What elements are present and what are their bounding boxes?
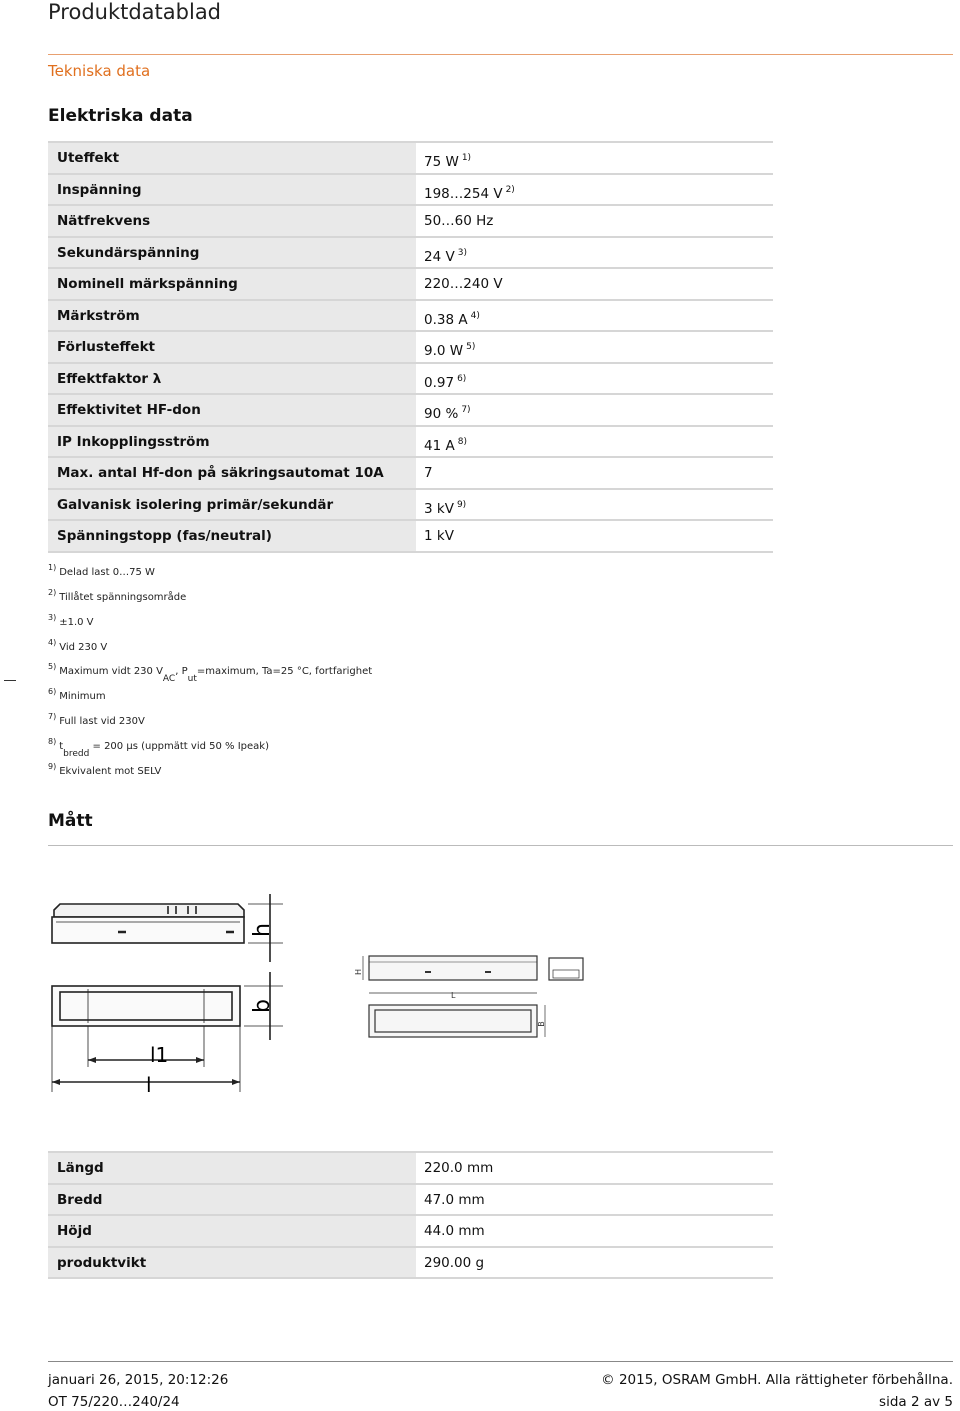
- row-value: [424, 490, 466, 520]
- label-B: B: [537, 1021, 546, 1027]
- table-row: [48, 490, 773, 522]
- table-row: [48, 1153, 773, 1185]
- row-value: [424, 395, 471, 425]
- electrical-table: [48, 141, 773, 553]
- row-value-text: 198…254 V: [424, 185, 503, 202]
- footer-divider: [48, 1361, 953, 1362]
- row-label: Sekundärspänning: [48, 238, 416, 268]
- row-value-text: 9.0 W: [424, 343, 464, 359]
- row-label: Effektivitet HF-don: [48, 395, 416, 425]
- row-footnote-ref: 8): [457, 436, 467, 447]
- label-b: b: [250, 999, 275, 1013]
- row-value-text: 290.00 g: [424, 1254, 485, 1271]
- row-label: Max. antal Hf-don på säkringsautomat 10A: [48, 458, 416, 488]
- row-footnote-ref: 2): [505, 184, 515, 195]
- section-title: Tekniska data: [48, 62, 151, 80]
- row-value: [424, 1248, 484, 1278]
- footnote-4: $^{4)}$ Vid 230 V: [48, 638, 108, 653]
- row-label: Spänningstopp (fas/neutral): [48, 521, 416, 551]
- label-L: L: [451, 991, 456, 1000]
- footnote-6: $^{6)}$ Minimum: [48, 687, 106, 702]
- row-value-text: 50…60 Hz: [424, 213, 494, 229]
- row-value-text: 90 %: [424, 406, 459, 422]
- row-label: Inspänning: [48, 175, 416, 205]
- table-row: [48, 238, 773, 270]
- row-value: [424, 427, 467, 457]
- label-l1: l1: [150, 1043, 169, 1067]
- row-label: Nominell märkspänning: [48, 269, 416, 299]
- row-value: [424, 364, 466, 394]
- row-value: [424, 269, 503, 299]
- dimensions-divider: [48, 845, 953, 846]
- row-value: [424, 238, 467, 268]
- label-l: l: [146, 1073, 152, 1097]
- table-row: [48, 1248, 773, 1280]
- table-row: [48, 395, 773, 427]
- row-value: [424, 521, 454, 551]
- row-footnote-ref: 3): [457, 247, 467, 258]
- electrical-heading: Elektriska data: [48, 106, 193, 126]
- row-value: [424, 458, 433, 488]
- footer-page: sida 2 av 5: [879, 1394, 953, 1410]
- footnote-9: $^{9)}$ Ekvivalent mot SELV: [48, 762, 162, 777]
- label-h: h: [250, 923, 275, 937]
- footnote-7: $^{7)}$ Full last vid 230V: [48, 712, 145, 727]
- row-label: Höjd: [48, 1216, 416, 1246]
- row-value-cell: [416, 427, 773, 457]
- row-value: [424, 1216, 485, 1246]
- document-title: Produktdatablad: [48, 0, 222, 24]
- table-row: [48, 175, 773, 207]
- row-label: Längd: [48, 1153, 416, 1183]
- row-value-cell: [416, 458, 773, 488]
- row-value-text: 44.0 mm: [424, 1223, 485, 1239]
- footnote-5: $^{5)}$ Maximum vidt 230 $V_{AC}$, $P_{ut}=maximum$, Ta=25 °C, fortfarighet: [48, 662, 373, 684]
- row-value: [424, 1153, 493, 1183]
- row-label: Galvanisk isolering primär/sekundär: [48, 490, 416, 520]
- row-label: IP Inkopplingsström: [48, 427, 416, 457]
- row-value-text: 3 kV: [424, 500, 454, 517]
- row-footnote-ref: 1): [461, 153, 472, 163]
- row-label: Märkström: [48, 301, 416, 331]
- table-row: [48, 364, 773, 396]
- row-value-text: 41 A: [424, 437, 455, 454]
- row-value: [424, 206, 493, 236]
- row-value-cell: [416, 521, 773, 551]
- footer-date: januari 26, 2015, 20:12:26: [48, 1372, 229, 1388]
- table-row: [48, 301, 773, 333]
- dimensions-table: [48, 1151, 773, 1279]
- label-H: H: [354, 968, 363, 976]
- table-row: [48, 1216, 773, 1248]
- table-row: [48, 206, 773, 238]
- footer-copyright: © 2015, OSRAM GmbH. Alla rättigheter förbehållna.: [601, 1372, 953, 1388]
- row-value: [424, 332, 475, 362]
- table-row: [48, 458, 773, 490]
- table-row: [48, 143, 773, 175]
- footer-product: OT 75/220…240/24: [48, 1394, 180, 1410]
- row-value: [424, 143, 471, 173]
- row-value-text: 7: [424, 465, 433, 481]
- row-footnote-ref: 9): [456, 499, 467, 510]
- footnote-8: $^{8)}$ $t_{bredd} = 200$ µs (uppmätt vid 50 % Ipeak): [48, 737, 269, 759]
- row-value-cell: [416, 364, 773, 394]
- row-footnote-ref: 4): [470, 310, 480, 321]
- row-value-text: 24 V: [424, 248, 455, 265]
- row-value-cell: [416, 238, 773, 268]
- row-label: Uteffekt: [48, 143, 416, 173]
- row-label: Förlusteffekt: [48, 332, 416, 362]
- row-label: produktvikt: [48, 1248, 416, 1278]
- table-row: [48, 1185, 773, 1217]
- row-value-text: 75 W: [424, 154, 459, 170]
- table-row: [48, 332, 773, 364]
- table-row: [48, 427, 773, 459]
- row-value-text: 1 kV: [424, 528, 454, 544]
- table-row: [48, 269, 773, 301]
- dimension-drawing-right: [355, 950, 590, 1045]
- footnote-1: $^{1)}$ Delad last 0…75 W: [48, 563, 155, 578]
- row-value-text: 0.38 A: [424, 311, 468, 328]
- margin-mark: [4, 680, 16, 681]
- row-value: [424, 175, 515, 205]
- row-value-text: 47.0 mm: [424, 1191, 485, 1208]
- footnote-2: $^{2)}$ Tillåtet spänningsområde: [48, 588, 187, 603]
- row-value-text: 0.97: [424, 374, 455, 391]
- row-value: [424, 1185, 485, 1215]
- row-footnote-ref: 6): [457, 373, 467, 384]
- row-label: Effektfaktor λ: [48, 364, 416, 394]
- row-value: [424, 301, 480, 331]
- row-value-text: 220.0 mm: [424, 1160, 494, 1176]
- row-value-cell: [416, 490, 773, 520]
- table-row: [48, 521, 773, 553]
- row-label: Bredd: [48, 1185, 416, 1215]
- dimension-drawing-left: [48, 892, 288, 1097]
- footnote-3: $^{3)}$ ±1.0 V: [48, 613, 94, 628]
- header-divider: [48, 54, 953, 55]
- row-footnote-ref: 7): [461, 405, 471, 415]
- row-value-text: 220…240 V: [424, 276, 503, 292]
- row-label: Nätfrekvens: [48, 206, 416, 236]
- row-footnote-ref: 5): [466, 342, 476, 352]
- dimensions-heading: Mått: [48, 811, 93, 831]
